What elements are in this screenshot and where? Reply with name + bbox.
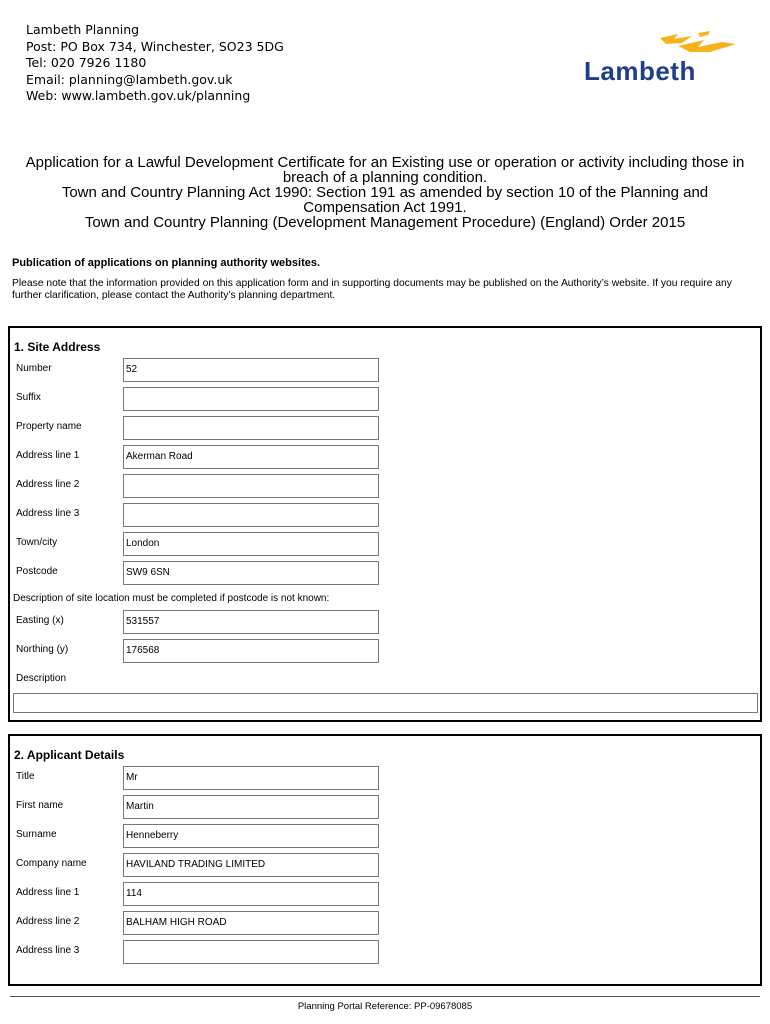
applicant-address-line-2-field[interactable]: BALHAM HIGH ROAD <box>123 911 379 935</box>
title-line-5: Town and Country Planning (Development Management Procedure) (England) Order 2015 <box>84 214 686 231</box>
applicant-address-line-3-field[interactable] <box>123 940 379 964</box>
suffix-field[interactable] <box>123 387 379 411</box>
form-title <box>10 155 760 230</box>
field-label: Number <box>16 363 52 374</box>
publication-text: Please note that the information provided on this application form and in supporting documents may be published on the Authority’s website. If you require any further clarification, please contact the Authority’s planning department. <box>12 278 732 301</box>
number-field[interactable]: 52 <box>123 358 379 382</box>
email-address: Email: planning@lambeth.gov.uk <box>26 71 233 87</box>
field-label: Address line 1 <box>16 887 80 898</box>
surname-field[interactable]: Henneberry <box>123 824 379 848</box>
website: Web: www.lambeth.gov.uk/planning <box>26 88 251 103</box>
address-line-3-field[interactable] <box>123 503 379 527</box>
title-line-3: Town and Country Planning Act 1990: Section 191 as amended by section 10 of the Planning and <box>61 184 709 201</box>
field-label: Postcode <box>16 566 58 577</box>
northing-field[interactable]: 176568 <box>123 639 379 663</box>
logo-text: Lambeth <box>584 56 696 86</box>
title-line-1: Application for a Lawful Development Certificate for an Existing use or operation or activity including those in <box>25 154 745 171</box>
address-line-1-field[interactable]: Akerman Road <box>123 445 379 469</box>
title-line-4: Compensation Act 1991. <box>303 199 467 216</box>
property-name-field[interactable] <box>123 416 379 440</box>
postcode-field[interactable]: SW9 6SN <box>123 561 379 585</box>
contact-block <box>26 22 284 105</box>
field-label: Address line 2 <box>16 479 80 490</box>
easting-field[interactable]: 531557 <box>123 610 379 634</box>
field-label: Surname <box>16 829 57 840</box>
title-line-2: breach of a planning condition. <box>282 169 488 186</box>
telephone: Tel: 020 7926 1180 <box>26 55 147 70</box>
field-label: Description <box>16 673 67 684</box>
address-line-2-field[interactable] <box>123 474 379 498</box>
applicant-details-section <box>8 734 762 986</box>
field-label: Suffix <box>16 392 41 403</box>
postal-address: Post: PO Box 734, Winchester, SO23 5DG <box>26 38 284 54</box>
field-label: Address line 2 <box>16 916 80 927</box>
description-field[interactable] <box>13 693 758 713</box>
portal-reference: Planning Portal Reference: PP-09678085 <box>297 1001 473 1012</box>
field-label: Town/city <box>16 537 58 548</box>
footer-divider <box>10 996 760 997</box>
field-label: Company name <box>16 858 87 869</box>
section-title: 1. Site Address <box>14 340 101 354</box>
org-name: Lambeth Planning <box>26 22 140 37</box>
location-note: Description of site location must be completed if postcode is not known: <box>13 593 330 604</box>
field-label: Title <box>16 771 35 782</box>
applicant-address-line-1-field[interactable]: 114 <box>123 882 379 906</box>
site-address-section <box>8 326 762 722</box>
publication-heading: Publication of applications on planning authority websites. <box>12 257 321 269</box>
field-label: Easting (x) <box>16 615 64 626</box>
lambeth-logo <box>582 30 742 90</box>
field-label: First name <box>16 800 64 811</box>
field-label: Address line 3 <box>16 508 80 519</box>
field-label: Address line 1 <box>16 450 80 461</box>
section-title: 2. Applicant Details <box>14 748 125 762</box>
field-label: Property name <box>16 421 82 432</box>
field-label: Northing (y) <box>16 644 69 655</box>
first-name-field[interactable]: Martin <box>123 795 379 819</box>
company-name-field[interactable]: HAVILAND TRADING LIMITED <box>123 853 379 877</box>
town-city-field[interactable]: London <box>123 532 379 556</box>
field-label: Address line 3 <box>16 945 80 956</box>
title-field[interactable]: Mr <box>123 766 379 790</box>
